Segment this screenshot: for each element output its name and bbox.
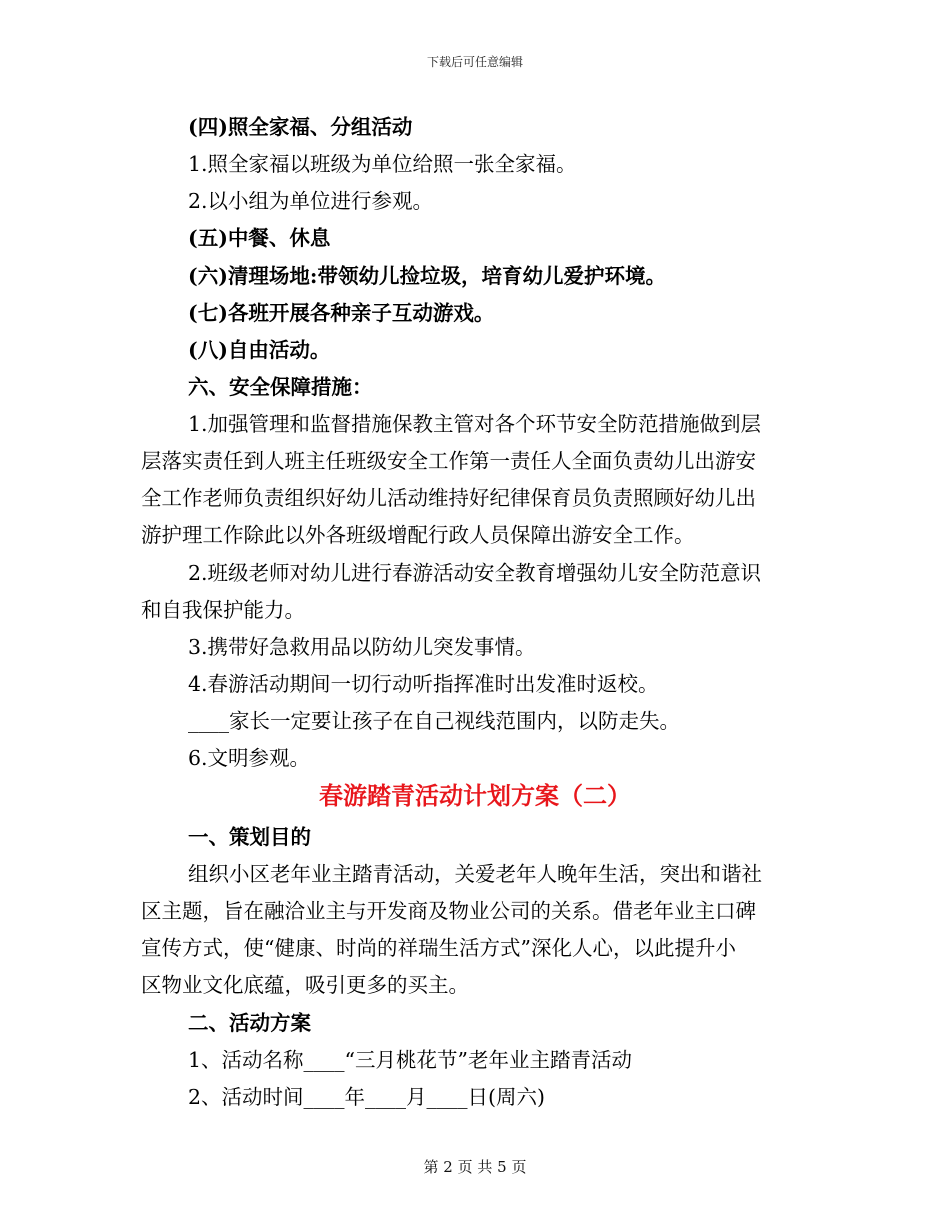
paragraph-line: 全工作老师负责组织好幼儿活动维持好纪律保育员负责照顾好幼儿出 [141, 486, 756, 510]
paragraph-line: 3.携带好急救用品以防幼儿突发事情。 [188, 635, 536, 659]
page-footer: 第 2 页 共 5 页 [423, 1158, 527, 1176]
paragraph-line: 2、活动时间____年____月____日(周六) [188, 1085, 546, 1109]
paragraph-line: 区物业文化底蕴，吸引更多的买主。 [141, 973, 469, 997]
heading-games: (七)各班开展各种亲子互动游戏。 [188, 301, 495, 325]
paragraph-line: 2.班级老师对幼儿进行春游活动安全教育增强幼儿安全防范意识 [188, 561, 762, 585]
paragraph-line: 1.加强管理和监督措施保教主管对各个环节安全防范措施做到层 [188, 412, 762, 436]
paragraph-line: 宣传方式，使“健康、时尚的祥瑞生活方式”深化人心，以此提升小 [141, 936, 736, 960]
heading-activity-plan: 二、活动方案 [188, 1011, 311, 1035]
paragraph-line: 组织小区老年业主踏青活动，关爱老年人晚年生活，突出和谐社 [188, 862, 762, 886]
paragraph-line: ____家长一定要让孩子在自己视线范围内，以防走失。 [188, 709, 680, 733]
paragraph-line: 6.文明参观。 [188, 746, 311, 770]
heading-safety-measures: 六、安全保障措施： [188, 375, 373, 399]
paragraph-line: 游护理工作除此以外各班级增配行政人员保障出游安全工作。 [141, 523, 695, 547]
heading-group-photo: (四)照全家福、分组活动 [188, 115, 413, 139]
paragraph-line: 区主题，旨在融洽业主与开发商及物业公司的关系。借老年业主口碑 [141, 899, 756, 923]
heading-free-activity: (八)自由活动。 [188, 338, 331, 362]
heading-lunch: (五)中餐、休息 [188, 226, 331, 250]
paragraph-line: 1.照全家福以班级为单位给照一张全家福。 [188, 152, 577, 176]
paragraph-line: 层落实责任到人班主任班级安全工作第一责任人全面负责幼儿出游安 [141, 449, 756, 473]
paragraph-line: 2.以小组为单位进行参观。 [188, 189, 434, 213]
page-header: 下载后可任意编辑 [426, 55, 523, 69]
section-title: 春游踏青活动计划方案（二） [319, 781, 631, 810]
heading-cleanup: (六)清理场地:带领幼儿捡垃圾，培育幼儿爱护环境。 [188, 264, 666, 288]
paragraph-line: 4.春游活动期间一切行动听指挥准时出发准时返校。 [188, 672, 659, 696]
paragraph-line: 1、活动名称____“三月桃花节”老年业主踏青活动 [188, 1048, 633, 1072]
paragraph-line: 和自我保护能力。 [141, 598, 305, 622]
heading-planning-purpose: 一、策划目的 [188, 825, 311, 849]
